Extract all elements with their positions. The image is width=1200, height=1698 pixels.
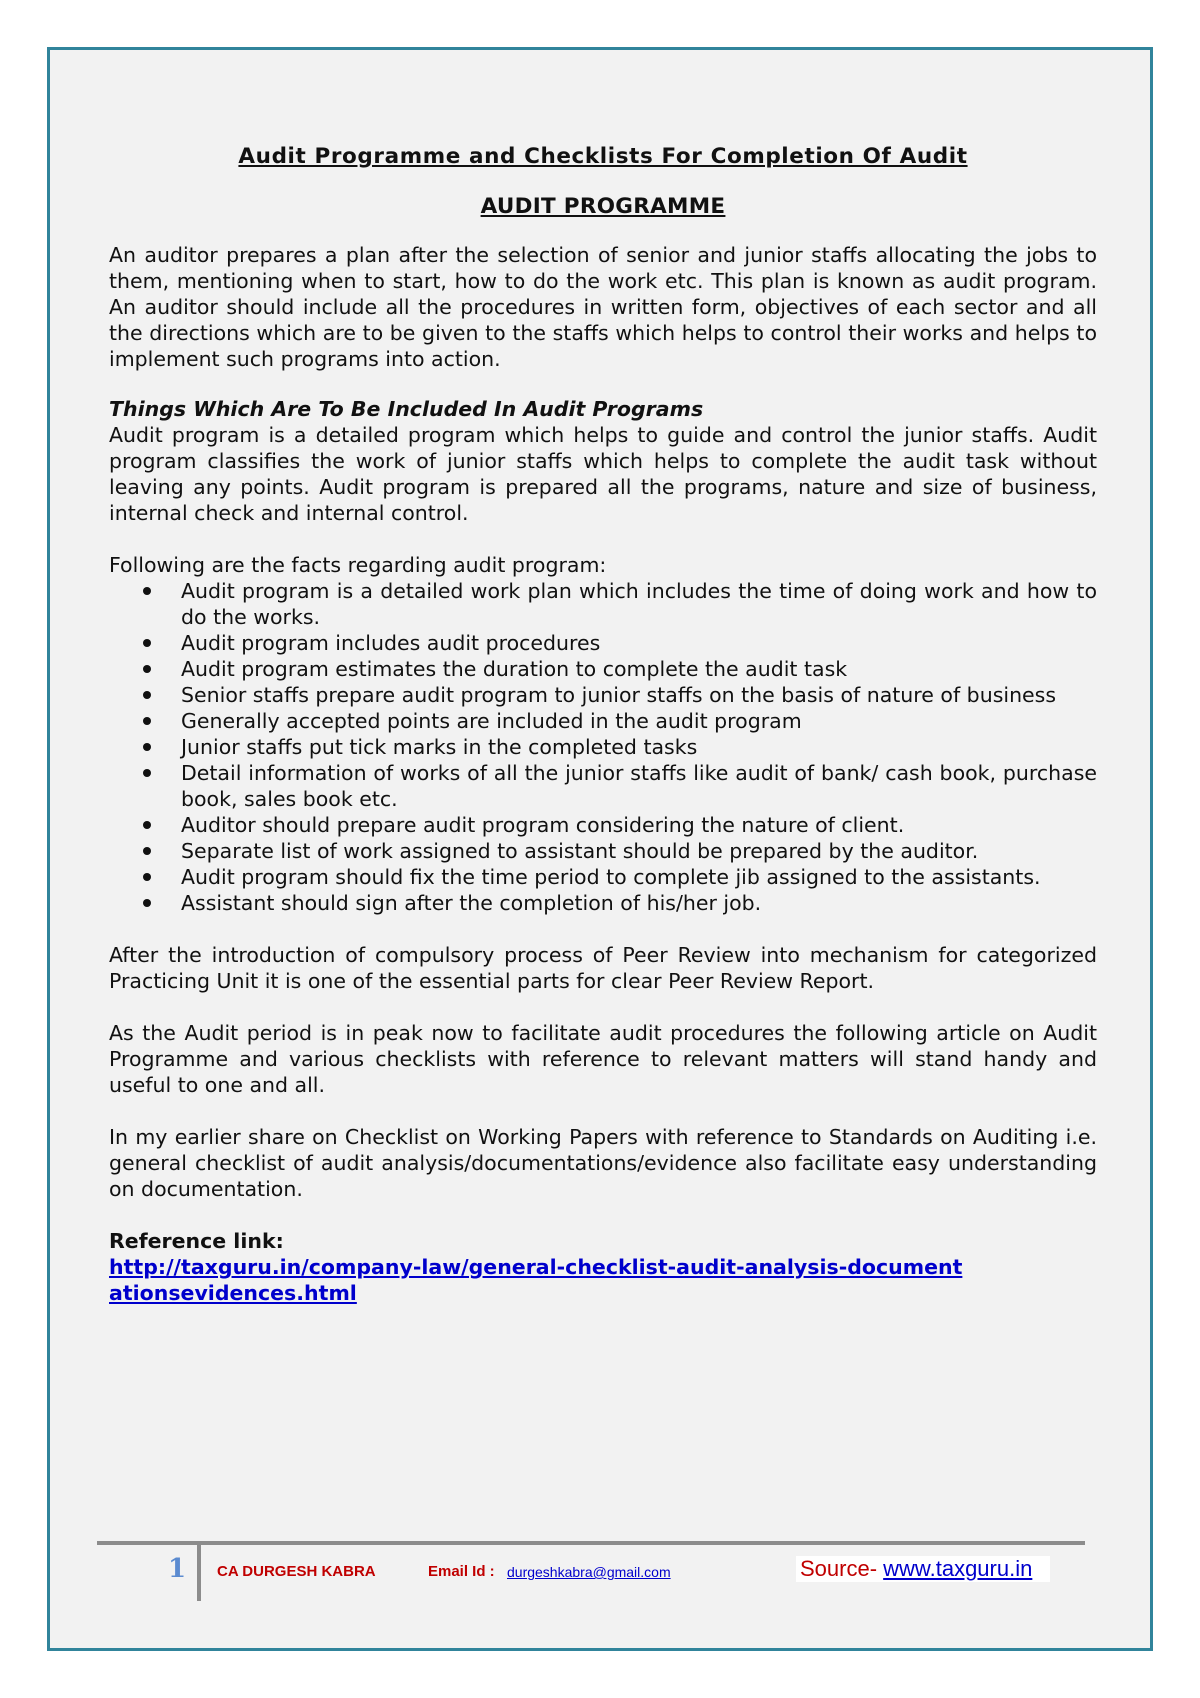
list-item: Assistant should sign after the completion of his/her job. xyxy=(181,890,1097,916)
program-description-paragraph: Audit program is a detailed program which helps to guide and control the junior staffs. Audit program classifies the work of junior staffs which helps to complete the audit task without leaving any points. Audit program is prepared all the programs, nature and size of business, internal check and internal control. xyxy=(109,423,1097,525)
list-item: Audit program should fix the time period to complete jib assigned to the assistants. xyxy=(181,864,1097,890)
footer-divider xyxy=(97,1541,1085,1545)
list-item: Audit program includes audit procedures xyxy=(181,630,1097,656)
list-item: Audit program is a detailed work plan which includes the time of doing work and how to do the works. xyxy=(181,579,1097,629)
list-item: Detail information of works of all the junior staffs like audit of bank/ cash book, purchase book, sales book etc. xyxy=(181,761,1097,811)
list-item: Audit program estimates the duration to complete the audit task xyxy=(181,656,1097,682)
footer-source xyxy=(796,1556,1050,1582)
list-item: Generally accepted points are included in the audit program xyxy=(181,708,1097,734)
footer-source-label: Source- xyxy=(800,1556,884,1581)
list-item: Junior staffs put tick marks in the completed tasks xyxy=(181,734,1097,760)
footer-email-link[interactable]: durgeshkabra@gmail.com xyxy=(507,1564,671,1580)
document-body xyxy=(109,144,1097,1306)
footer-email-label: Email Id : xyxy=(428,1563,495,1580)
footer-vertical-divider xyxy=(197,1545,201,1601)
page-number: 1 xyxy=(168,1554,187,1584)
reference-link[interactable]: http://taxguru.in/company-law/general-checklist-audit-analysis-documentationsevidences.html xyxy=(109,1255,963,1305)
facts-intro: Following are the facts regarding audit program: xyxy=(109,553,607,577)
intro-paragraph: An auditor prepares a plan after the selection of senior and junior staffs allocating the jobs to them, mentioning when to start, how to do the work etc. This plan is known as audit program. An auditor should include all the procedures in written form, objectives of each sector and all the directions which are to be given to the staffs which helps to control their works and helps to implement such programs into action. xyxy=(109,243,1097,371)
earlier-share-paragraph: In my earlier share on Checklist on Working Papers with reference to Standards on Auditing i.e. general checklist of audit analysis/documentations/evidence also facilitate easy understanding on documentation. xyxy=(109,1125,1097,1201)
list-item: Senior staffs prepare audit program to junior staffs on the basis of nature of business xyxy=(181,682,1097,708)
document-title: Audit Programme and Checklists For Completion Of Audit xyxy=(238,144,968,169)
list-item: Separate list of work assigned to assistant should be prepared by the auditor. xyxy=(181,838,1097,864)
reference-label: Reference link: xyxy=(109,1229,284,1253)
footer-source-link[interactable]: www.taxguru.in xyxy=(883,1556,1033,1581)
peer-review-paragraph: After the introduction of compulsory process of Peer Review into mechanism for categorized Practicing Unit it is one of the essential parts for clear Peer Review Report. xyxy=(109,943,1097,993)
audit-period-paragraph: As the Audit period is in peak now to facilitate audit procedures the following article on Audit Programme and various checklists with reference to relevant matters will stand handy and useful to one and all. xyxy=(109,1021,1097,1097)
footer-author: CA DURGESH KABRA xyxy=(217,1563,376,1580)
subheading: Things Which Are To Be Included In Audit Programs xyxy=(109,397,704,421)
section-title: AUDIT PROGRAMME xyxy=(480,194,726,219)
list-item: Auditor should prepare audit program considering the nature of client. xyxy=(181,812,1097,838)
facts-list xyxy=(109,578,1097,916)
